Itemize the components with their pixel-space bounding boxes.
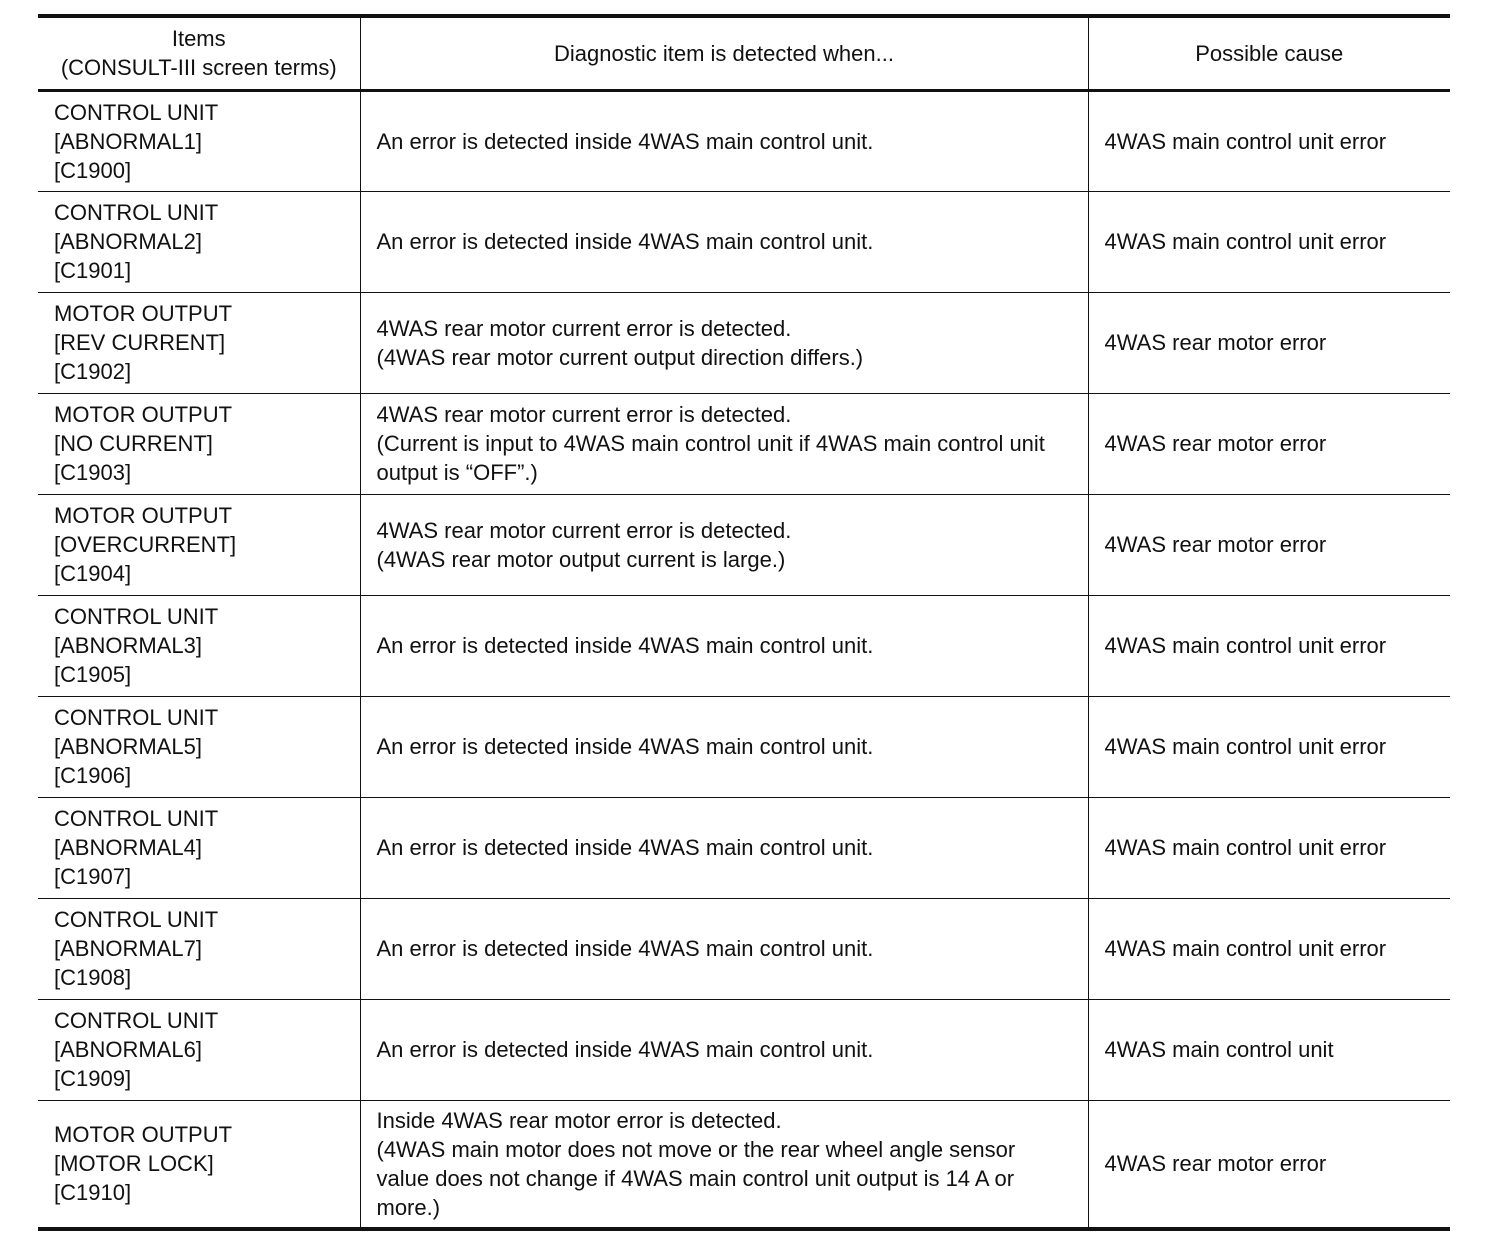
detected-cell [360, 90, 1088, 191]
table-row [38, 696, 1450, 797]
header-cause: Possible cause [1088, 16, 1450, 90]
detected-cell [360, 696, 1088, 797]
item-line: [ABNORMAL6] [54, 1037, 202, 1062]
item-line: [C1910] [54, 1180, 132, 1206]
cause-cell: 4WAS main control unit error [1088, 191, 1450, 292]
item-line: MOTOR OUTPUT [54, 1122, 233, 1148]
item-line: [C1904] [54, 561, 132, 586]
item-cell [38, 494, 360, 595]
cause-cell: 4WAS main control unit error [1088, 898, 1450, 999]
header-detected: Diagnostic item is detected when... [360, 16, 1088, 90]
detected-line: (4WAS rear motor output current is large.) [376, 546, 786, 572]
item-line: MOTOR OUTPUT [54, 301, 233, 326]
detected-cell [360, 393, 1088, 494]
table-row [38, 292, 1450, 393]
header-items [38, 16, 360, 90]
item-line: [C1903] [54, 460, 132, 485]
item-line: [C1905] [54, 662, 132, 687]
item-line: [C1909] [54, 1066, 132, 1091]
cause-cell: 4WAS main control unit [1088, 999, 1450, 1100]
cause-cell: 4WAS rear motor error [1088, 494, 1450, 595]
item-line: [ABNORMAL4] [54, 835, 202, 860]
item-line: [C1908] [54, 965, 132, 990]
table-body [38, 90, 1450, 1229]
detected-cell [360, 898, 1088, 999]
item-line: CONTROL UNIT [54, 604, 219, 629]
detected-line: 4WAS rear motor current error is detected. [376, 315, 792, 341]
detected-line: 4WAS rear motor current error is detected. [376, 402, 792, 427]
header-items-line: Items [171, 26, 226, 52]
item-line: [ABNORMAL2] [54, 229, 202, 254]
item-line: [C1901] [54, 258, 132, 283]
table-row [38, 494, 1450, 595]
item-cell [38, 292, 360, 393]
detected-cell [360, 797, 1088, 898]
detected-line: more.) [376, 1194, 441, 1220]
item-line: [C1900] [54, 157, 132, 183]
detected-line: An error is detected inside 4WAS main control unit. [376, 936, 874, 961]
item-cell [38, 1100, 360, 1229]
cause-cell: 4WAS rear motor error [1088, 393, 1450, 494]
table-row [38, 191, 1450, 292]
table-row [38, 393, 1450, 494]
cause-cell: 4WAS main control unit error [1088, 595, 1450, 696]
item-line: CONTROL UNIT [54, 705, 219, 730]
detected-line: (4WAS rear motor current output direction differs.) [376, 344, 864, 370]
header-row [38, 16, 1450, 90]
item-cell [38, 797, 360, 898]
table-row [38, 797, 1450, 898]
item-line: [ABNORMAL3] [54, 633, 202, 658]
table-row [38, 595, 1450, 696]
table-row [38, 1100, 1450, 1229]
table-row [38, 999, 1450, 1100]
item-cell [38, 999, 360, 1100]
table-row [38, 898, 1450, 999]
detected-cell [360, 191, 1088, 292]
item-line: CONTROL UNIT [54, 1008, 219, 1033]
item-line: CONTROL UNIT [54, 200, 219, 225]
cause-cell: 4WAS main control unit error [1088, 797, 1450, 898]
item-cell [38, 696, 360, 797]
item-cell [38, 191, 360, 292]
detected-line: An error is detected inside 4WAS main control unit. [376, 734, 874, 759]
item-line: [ABNORMAL1] [54, 128, 202, 154]
detected-line: An error is detected inside 4WAS main control unit. [376, 835, 874, 860]
item-line: CONTROL UNIT [54, 907, 219, 932]
item-line: CONTROL UNIT [54, 99, 219, 125]
detected-line: 4WAS rear motor current error is detected. [376, 517, 792, 543]
table-header [38, 16, 1450, 90]
item-cell [38, 898, 360, 999]
cause-cell: 4WAS rear motor error [1088, 1100, 1450, 1229]
cause-cell: 4WAS main control unit error [1088, 90, 1450, 191]
item-cell [38, 90, 360, 191]
item-line: MOTOR OUTPUT [54, 503, 233, 528]
detected-line: (Current is input to 4WAS main control unit if 4WAS main control unit [376, 431, 1045, 456]
item-line: [ABNORMAL5] [54, 734, 202, 759]
cause-cell: 4WAS rear motor error [1088, 292, 1450, 393]
header-items-line: (CONSULT-III screen terms) [60, 55, 337, 81]
table-row [38, 90, 1450, 191]
item-line: CONTROL UNIT [54, 806, 219, 831]
detected-line: An error is detected inside 4WAS main control unit. [376, 1037, 874, 1062]
item-line: [MOTOR LOCK] [54, 1151, 214, 1177]
detected-line: An error is detected inside 4WAS main control unit. [376, 128, 874, 154]
item-line: [C1906] [54, 763, 132, 788]
detected-cell [360, 1100, 1088, 1229]
item-line: [REV CURRENT] [54, 330, 226, 355]
item-line: [C1907] [54, 864, 132, 889]
item-line: [NO CURRENT] [54, 431, 213, 456]
item-cell [38, 393, 360, 494]
detected-cell [360, 494, 1088, 595]
detected-line: Inside 4WAS rear motor error is detected. [376, 1107, 782, 1133]
detected-line: (4WAS main motor does not move or the rear wheel angle sensor [376, 1136, 1016, 1162]
dtc-table [38, 14, 1450, 1231]
detected-line: value does not change if 4WAS main control unit output is 14 A or [376, 1165, 1015, 1191]
detected-cell [360, 999, 1088, 1100]
item-line: [C1902] [54, 359, 132, 384]
detected-line: An error is detected inside 4WAS main control unit. [376, 633, 874, 658]
item-line: [OVERCURRENT] [54, 532, 237, 557]
detected-cell [360, 595, 1088, 696]
detected-cell [360, 292, 1088, 393]
item-line: MOTOR OUTPUT [54, 402, 233, 427]
cause-cell: 4WAS main control unit error [1088, 696, 1450, 797]
item-line: [ABNORMAL7] [54, 936, 202, 961]
item-cell [38, 595, 360, 696]
detected-line: output is “OFF”.) [376, 460, 538, 485]
detected-line: An error is detected inside 4WAS main control unit. [376, 229, 874, 254]
